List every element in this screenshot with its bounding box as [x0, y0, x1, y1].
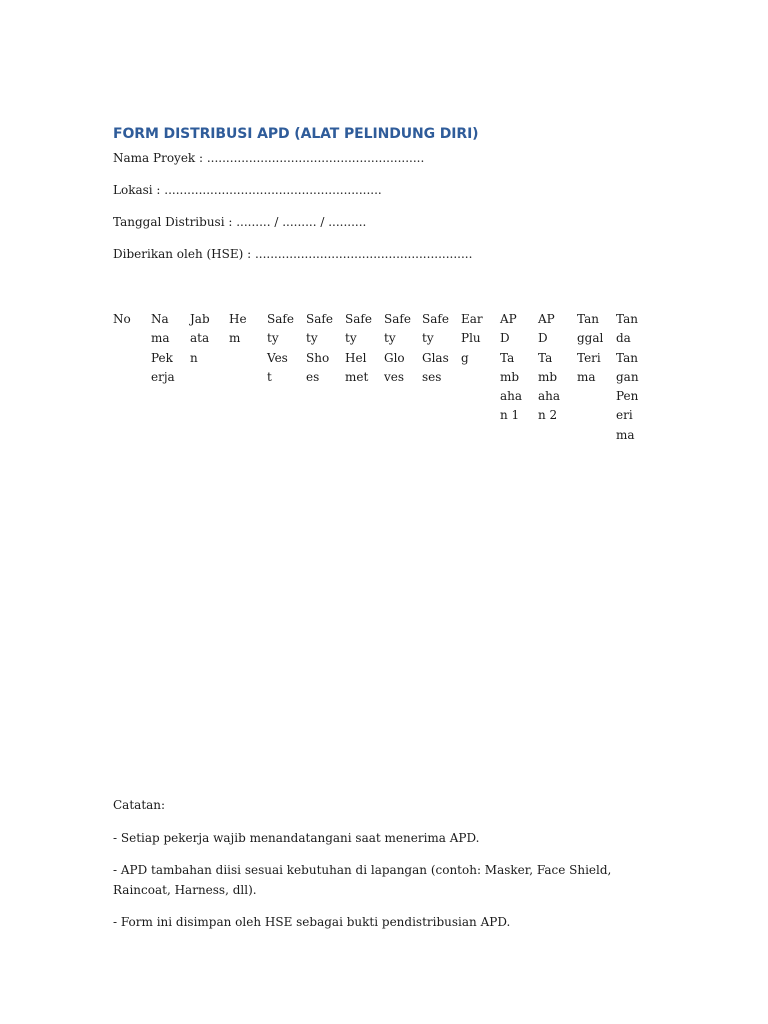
header-no: No: [113, 312, 131, 326]
header-receive-date: Tan ggal Teri ma: [577, 312, 604, 384]
header-extra-ppe-1: AP D Ta mb aha n 1: [500, 312, 523, 423]
header-receiver-signature: Tan da Tan gan Pen eri ma: [616, 312, 639, 442]
header-worker-name: Na ma Pek erja: [151, 312, 175, 384]
field-given-by: Diberikan oleh (HSE) : .........................................................: [113, 247, 473, 261]
field-location: Lokasi : .........................................................: [113, 183, 382, 197]
header-safety-gloves: Safe ty Glo ves: [384, 312, 411, 384]
header-safety-shoes: Safe ty Sho es: [306, 312, 333, 384]
header-helmet: He m: [229, 312, 247, 346]
header-safety-helmet: Safe ty Hel met: [345, 312, 372, 384]
header-safety-glasses: Safe ty Glas ses: [422, 312, 449, 384]
header-position: Jab ata n: [190, 312, 210, 365]
note-item: - Setiap pekerja wajib menandatangani saat menerima APD.: [113, 830, 480, 845]
header-extra-ppe-2: AP D Ta mb aha n 2: [538, 312, 561, 423]
header-safety-vest: Safe ty Ves t: [267, 312, 294, 384]
header-ear-plug: Ear Plu g: [461, 312, 483, 365]
notes-heading: Catatan:: [113, 798, 166, 812]
field-project-name: Nama Proyek : .........................................................: [113, 151, 425, 165]
notes-section: [113, 796, 658, 933]
note-item: - APD tambahan diisi sesuai kebutuhan di lapangan (contoh: Masker, Face Shield, Raincoat, Harness, dll).: [113, 863, 612, 897]
note-item: - Form ini disimpan oleh HSE sebagai bukti pendistribusian APD.: [113, 915, 511, 929]
field-distribution-date: Tanggal Distribusi : ......... / ......... / ..........: [113, 215, 367, 229]
form-title: FORM DISTRIBUSI APD (ALAT PELINDUNG DIRI): [113, 126, 479, 142]
